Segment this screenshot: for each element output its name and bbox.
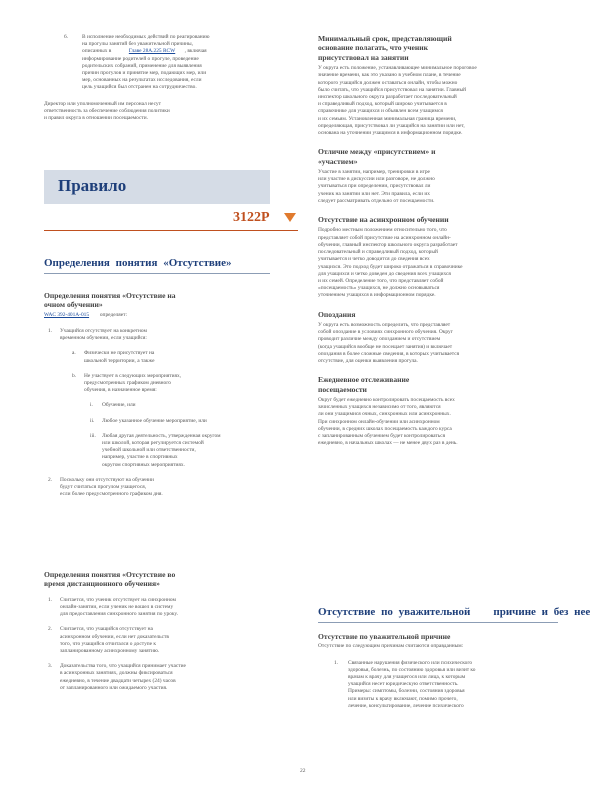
subsection-title: Минимальный срок, представляющий: [318, 34, 452, 43]
list-text: от запланированного или ожидаемого участия.: [60, 684, 168, 691]
left-column-top: [44, 34, 272, 122]
list-number: 3.: [48, 663, 53, 670]
list-text: например, участие в спортивных: [102, 454, 178, 461]
list-text: запланированному асинхронному занятию.: [60, 648, 160, 655]
page-number: 22: [300, 768, 306, 774]
list-text: Считается, что учащийся отсутствует на: [60, 626, 153, 633]
paragraph-text: Отсутствие по следующим причинам считаются оправданным:: [318, 643, 464, 650]
list-number: 2.: [48, 626, 53, 633]
paragraph: У округа есть возможность определить, что представляет собой опоздание в условиях синхронного обучения. Округ проводит различие между опозданием и отсутствием (когда учащийся вообще не посещает занятия) и включает опоздания в более сложные сведения, в которых учитывается отсутствие, для оценки выявления прогула.: [318, 321, 460, 364]
list-text: информирование родителей о прогуле, проведение: [82, 55, 199, 62]
right-column: [318, 34, 558, 447]
list-text: предусмотренных графиком дневного: [84, 380, 172, 387]
list-number: i.: [90, 402, 93, 409]
list-text: обучения, в назначенное время:: [84, 387, 157, 394]
remote-block: [44, 570, 272, 692]
divider: [44, 230, 298, 231]
list-text: того, что учащийся отчитался о доступе к: [60, 640, 157, 647]
list-text: на прогулы занятий без уважительной причины,: [82, 41, 193, 48]
list-item: [44, 350, 272, 364]
subsection-title: Определения понятия «Отсутствие во: [44, 570, 176, 579]
list-text: Доказательства того, что учащийся принимает участие: [60, 663, 186, 670]
list-number: 1.: [48, 596, 53, 603]
subsection-title: Опоздания: [318, 309, 356, 319]
paragraph: У округа есть положение, устанавливающее минимальное пороговое значение времени, как это указано в учебном плане, в течение которого учащийся должен оставаться онлайн, чтобы можно было считать, что учащийся присутствовал на занятии. Главный инспектор школьного округа разработает последовательный и справедливый подход, который широко учитывается в справочнике для учащихся и объявлен всем учащимся и их семьям. Установленная минимальная граница времени, определяющая, присутствовал ли учащийся на занятии или нет, основана на уточнении учащимся в информационном порядке.: [318, 65, 477, 137]
list-number: b.: [72, 372, 77, 379]
list-text: асинхронном обучении, если нет доказательств: [60, 633, 169, 640]
subsection-title: Отличие между «присутствием» и: [318, 147, 436, 157]
list-text: учебной школьной или ответственности,: [102, 447, 196, 454]
subsection-title: Отсутствие по уважительной причине: [318, 632, 451, 641]
list-text: Не участвует в следующих мероприятиях,: [84, 372, 182, 379]
list-item: [44, 373, 272, 395]
paragraph: Участие в занятии, например, тренировки в игре или участие в дискуссии или разговоре, не должно учитываться при определении, присутствовал ли ученик на занятии или нет. Эти правила, если их следует рассматривать отдельно от посещаемости.: [318, 169, 435, 204]
paragraph: Округ будет ежедневно контролировать посещаемость всех зачисленных учащихся независимо от того, являются ли они учащимися очных, синхронных или асинхронных. При синхронном онлайн-обучении или асинхронном обучении, в средних школах посещаемость каждого курса с запланированным обучением будет контролироваться ежедневно, в начальных школах — не менее двух раз в день.: [318, 396, 458, 447]
wac-link[interactable]: WAC 392-401A-015: [44, 311, 90, 318]
list-text: онлайн-занятии, если ученик не вошел в систему: [60, 604, 174, 611]
list-number: ii.: [90, 417, 95, 424]
list-text: цель учащийся был отстранен на сотрудничество.: [82, 84, 197, 91]
list-item: [44, 418, 272, 425]
list-number: 1.: [334, 659, 339, 666]
subsection-title: основание полагать, что ученик: [318, 43, 428, 53]
list-text: В исполнение необходимых действий по реагированию: [82, 34, 210, 40]
section-title-definitions: Определения понятия «Отсутствие»: [44, 257, 232, 269]
list-item: [44, 477, 272, 499]
paragraph: Подробно местным положением относительно того, что представляет собой присутствие на асинхронном онлайн- обучении, главный инспектор школьного округа разработает последовательный и справедливый подход, который учитывается и четко доводится до сведения всех учащихся. Это подход будет широко отражаться в справочнике для учащихся и четко доведен до сведения всех учащихся и их семей. Определение того, что представляет собой «посещаемость» учащихся, не должно основываться уточнением учащихся в информационном порядке.: [318, 227, 463, 299]
divider: [44, 273, 270, 274]
triangle-down-icon: [284, 213, 296, 222]
section-title-excused: Отсутствие по уважительной причине и без нее: [318, 606, 591, 618]
divider: [318, 622, 558, 623]
list-text: для предоставления синхронного занятия по уроку.: [60, 611, 178, 618]
list-text: школьной территории, а также: [84, 357, 155, 364]
list-text: ежедневно, в течение двадцати четырех (24) часов: [60, 677, 176, 684]
list-text: Любая другая деятельность, утвержденная округом: [102, 432, 221, 439]
list-text: Поскольку они отсутствуют на обучении: [60, 476, 154, 483]
rcw-link[interactable]: Главе 28А.225 RCW: [128, 48, 176, 55]
paragraph-text: и правил округа в отношении посещаемости.: [44, 115, 148, 122]
list-text: округом спортивных мероприятиях.: [102, 461, 185, 468]
pravilo-title: Правило: [58, 176, 127, 195]
subsection-title: Отсутствие на асинхронном обучении: [318, 215, 449, 225]
list-item: [44, 328, 272, 342]
policy-code: 3122Р: [233, 210, 270, 225]
list-text: мер, основанных на результатах исследования, если: [82, 77, 202, 84]
list-text: родительских собраний, применение для выявления: [82, 62, 202, 69]
list-number: a.: [72, 350, 76, 357]
list-item: [44, 597, 272, 619]
subsection-title: очном обучении»: [44, 300, 103, 310]
list-text: Считается, что ученик отсутствует на синхронном: [60, 596, 176, 603]
list-text: описанных в Главе 28А.225 RCW , включая: [82, 48, 207, 55]
list-text: в асинхронных занятиях, должны фиксироваться: [60, 670, 173, 677]
reference-line: WAC 392-401A-015 определяет:: [44, 311, 128, 318]
subsection-title: «участием»: [318, 156, 358, 166]
subsection-title: время дистанционного обучения»: [44, 579, 160, 589]
list-number: iii.: [90, 432, 96, 439]
list-text: если более предусмотренного графиком дня.: [60, 491, 163, 498]
list-number: 1.: [48, 328, 53, 335]
list-text: временном обучении, если учащийся:: [60, 335, 147, 342]
list-text: причин прогулов и принятие мер, подающих мер, или: [82, 70, 207, 77]
list-text: Физически не присутствует на: [84, 350, 155, 357]
list-text: будут считаться прогулом учащегося,: [60, 484, 147, 491]
list-item: [44, 626, 272, 655]
definitions-block: [44, 291, 272, 498]
list-text: Обучение, или: [102, 402, 136, 409]
list-text: или школой, которая регулируется системой: [102, 440, 204, 447]
list-text: Учащийся отсутствует на конкретном: [60, 328, 147, 335]
list-item: [44, 34, 272, 92]
paragraph-text: ответственность за обеспечение соблюдения политики: [44, 107, 170, 114]
list-item: [44, 663, 272, 692]
list-text: Любое указанное обучение мероприятие, или: [102, 417, 207, 424]
list-number: 2.: [48, 476, 53, 483]
excused-block: [318, 632, 558, 710]
subsection-title: присутствовал на занятии: [318, 52, 409, 62]
list-number: 6.: [64, 34, 69, 40]
paragraph-text: Директор или уполномоченный им персонал несут: [44, 100, 161, 107]
list-item: [44, 433, 272, 469]
list-item: [44, 402, 272, 409]
subsection-title: Ежедневное отслеживание: [318, 375, 410, 385]
list-item: 1. Связанные нарушения физического или психического здоровья, болезнь, по состоянию здоровья или визит ко врачам к врачу для учащегося или лица, к которым учащийся несет юридическую ответственность. Примеры: симптомы, болезни, состояния здоровья или визиты к врачу включают, помимо прочего, лечение, консультирование, лечение психического: [334, 659, 476, 709]
subsection-title: Определения понятия «Отсутствие на: [44, 291, 176, 300]
subsection-title: посещаемости: [318, 384, 367, 394]
